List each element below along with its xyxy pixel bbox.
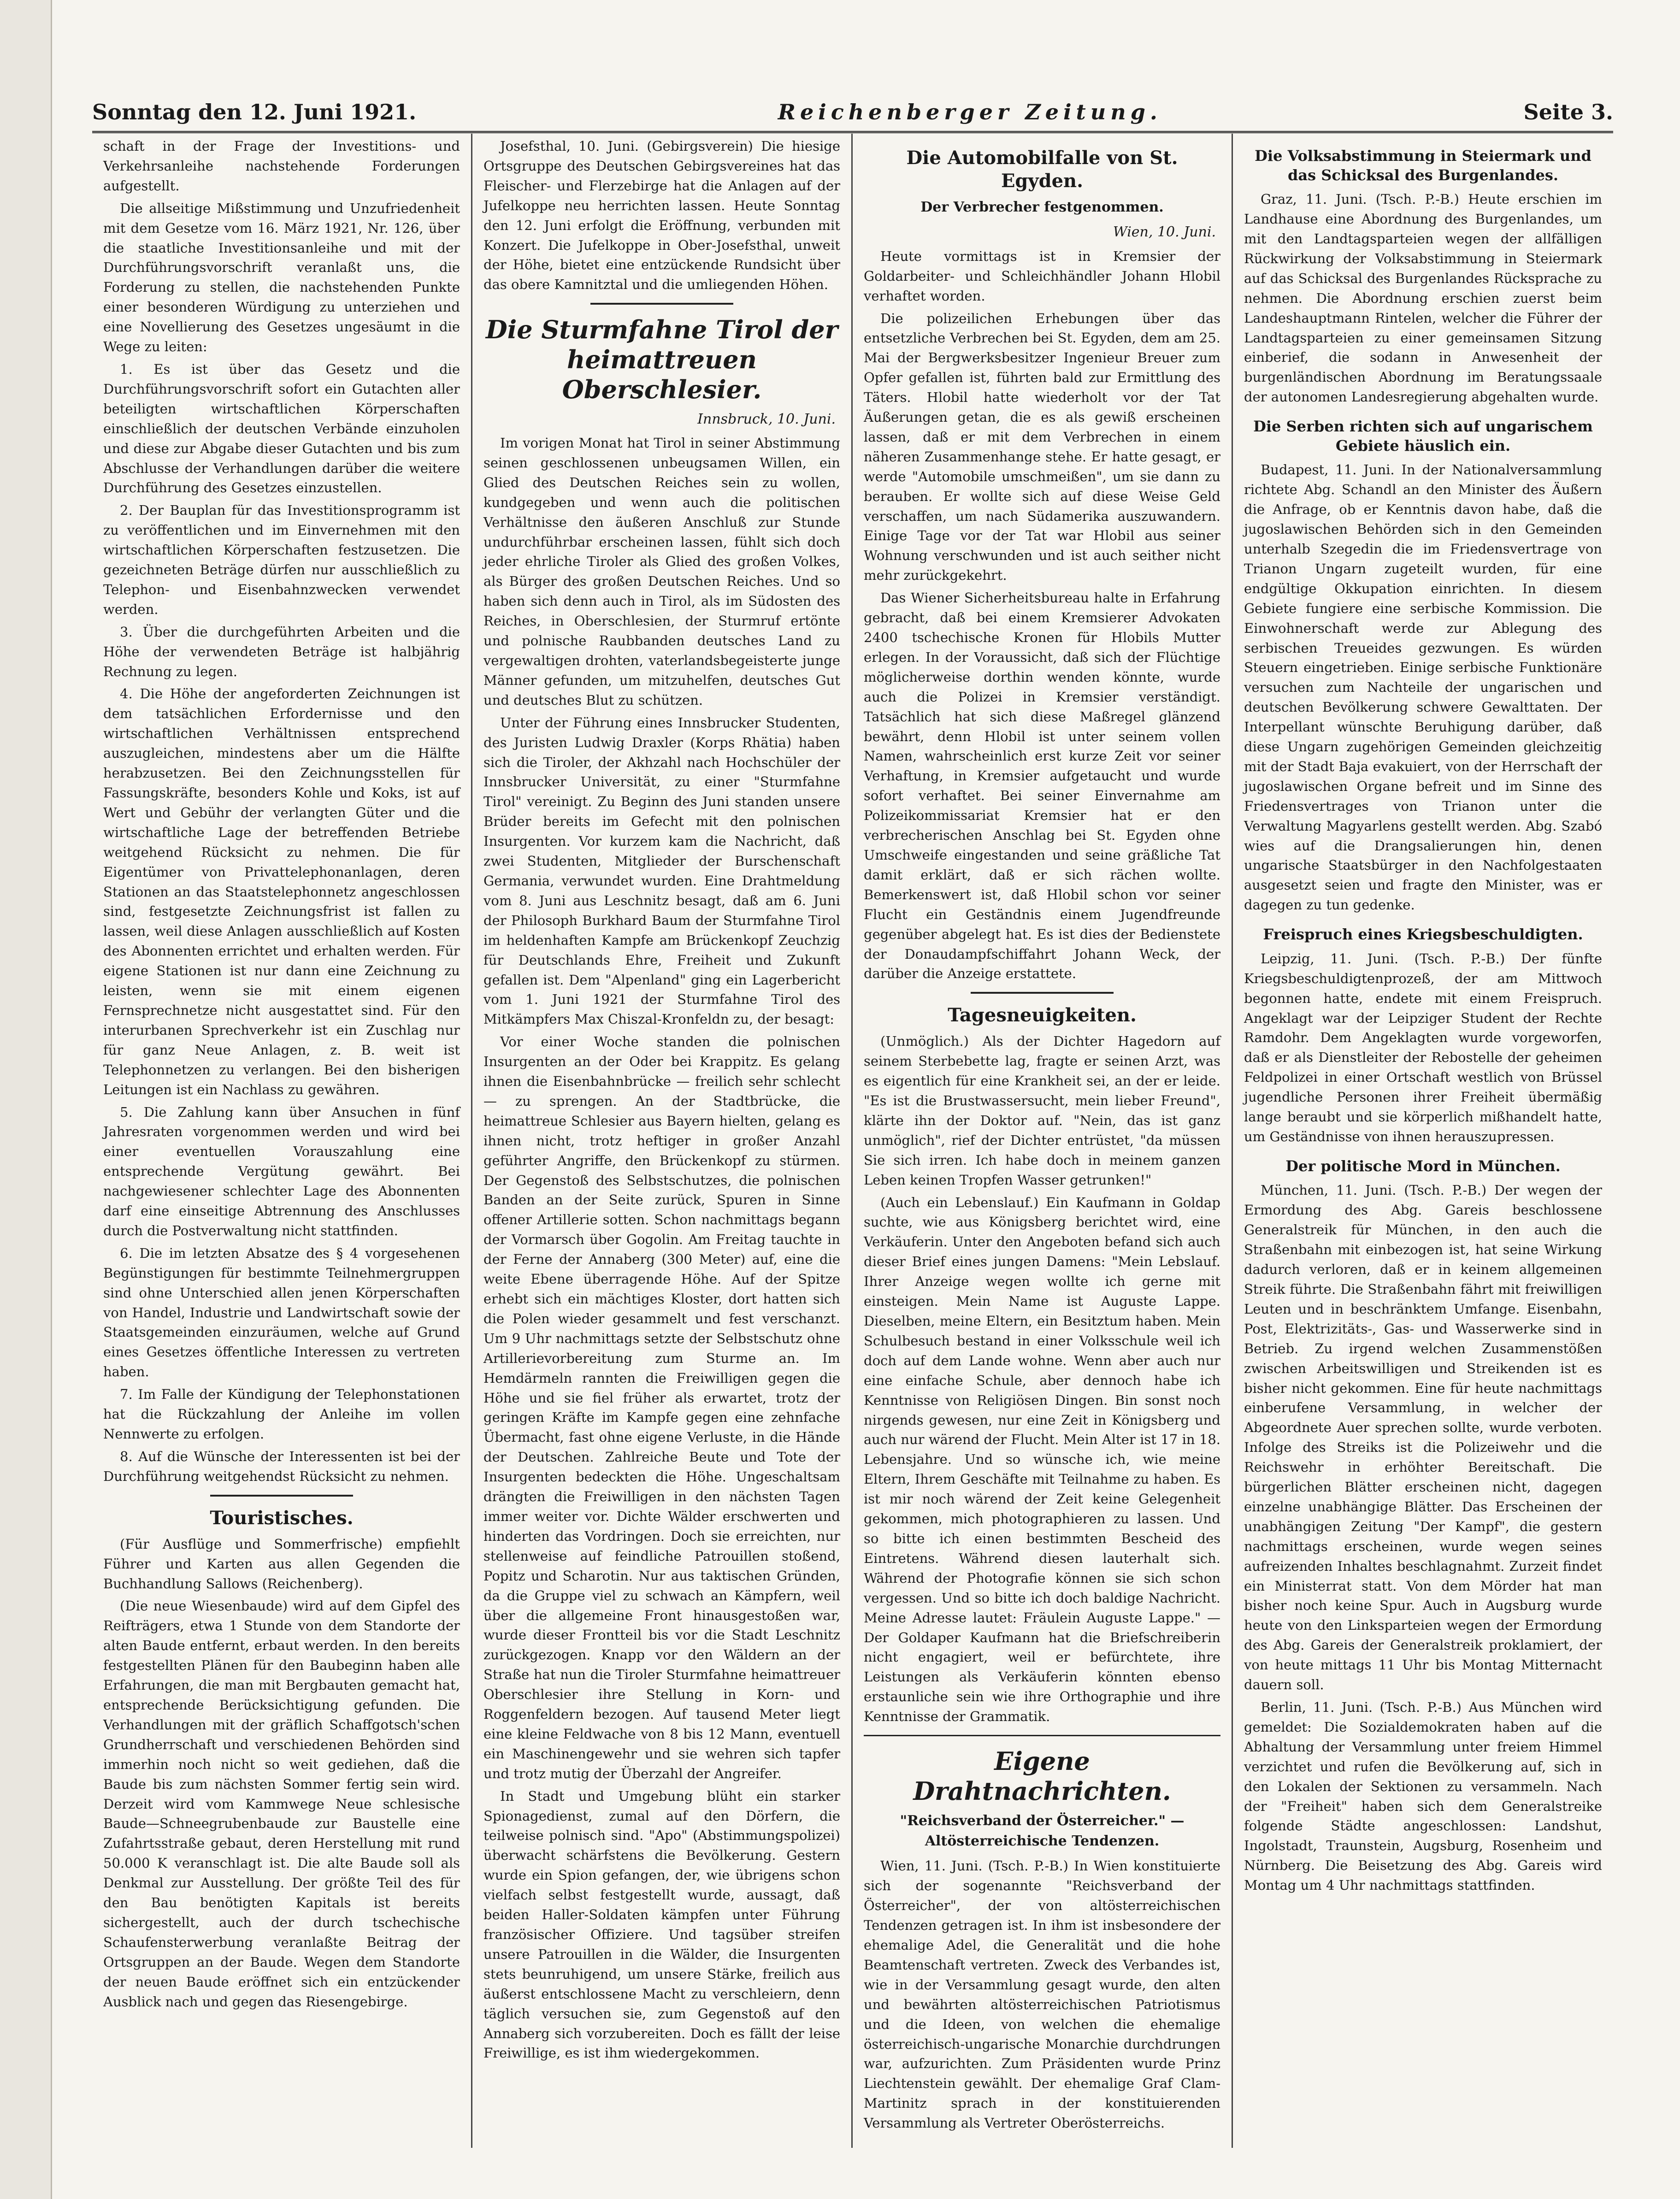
masthead: Reichenberger Zeitung. (778, 100, 1162, 124)
article-text: schaft in der Frage der Investitions- und Verkehrsanleihe nachstehende Forderungen aufgestellt. (103, 138, 460, 194)
article-text: Unter der Führung eines Innsbrucker Studenten, des Juristen Ludwig Draxler (Korps Rhätia) haben sich die Tiroler, der Akhzahl nach Hochschüler der Innsbrucker Universität, zu einer "Sturmfahne Tirol" vereinigt. Zu Beginn des Juni standen unsere Brüder bereits im Gefecht mit den polnischen Insurgenten. Vor kurzem kam die Nachricht, daß zwei Studenten, Mitglieder der Burschenschaft Germania, verwundet wurden. Eine Drahtmeldung vom 8. Juni aus Leschnitz besagt, daß am 6. Juni der Philosoph Burkhard Baum der Sturmfahne Tirol im heldenhaften Kampfe am Brückenkopf Zeuchzig für Deutschlands Ehre, Freiheit und Zukunft gefallen ist. Dem "Alpenland" ging ein Lagerbericht vom 1. Juni 1921 der Sturmfahne Tirol des Mitkämpfers Max Chiszal-Kronfeldn zu, der besagt: (483, 714, 840, 1027)
dateline: Wien, 10. Juni. (1113, 224, 1216, 241)
article-text: Im vorigen Monat hat Tirol in seiner Abstimmung seinen geschlossenen unbeugsamen Willen, ein Glied des Deutschen Reiches sein zu wollen, kundgegeben und wenn auch die politischen Verhältnisse den äußeren Anschluß zur Stunde undurchführbar erscheinen lassen, fühlt sich doch jeder ehrliche Tiroler als Glied des großen Volkes, als Bürger des großen Deutschen Reiches. Und so haben sich denn auch in Tirol, als im Südosten des Reiches, in Oberschlesien, der Sturmruf ertönte und polnische Raubbanden deutsches Land zu vergewaltigen drohten, vaterlandsbegeisterte junge Männer gefunden, um mitzuhelfen, deutsches Gut und deutsches Blut zu schützen. (483, 435, 840, 708)
article-text: Budapest, 11. Juni. In der Nationalversammlung richtete Abg. Schandl an den Minister des Äußern die Anfrage, ob er Kenntnis davon habe, daß die jugoslawischen Behörden sich in den Gemeinden unterhalb Szegedin die im Friedensvertrage von Trianon Ungarn zugeteilt wurden, für eine endgültige Okkupation einrichten. In diesem Gebiete fungiere eine serbische Kommission. Die Einwohnerschaft werde zur Ablegung des serbischen Treueides gezwungen. Es würden Steuern eingetrieben. Einige serbische Funktionäre versuchen zum Nachteile der ungarischen und deutschen Bevölkerung schwere Gewalttaten. Der Interpellant wünschte Beruhigung darüber, daß diese Ungarn zugehörigen Gemeinden gleichzeitig mit der Stadt Baja evakuiert, von der Herrschaft der jugoslawischen Organe befreit und im Sinne des Friedensvertrages von Trianon unter die Verwaltung Magyarlens gestellt werden. Abg. Szabó wies auf die Drangsalierungen hin, denen ungarische Staatsbürger in den Nachfolgestaaten ausgesetzt seien und fragte den Minister, was er dagegen zu tun gedenke. (1244, 462, 1602, 913)
article-headline: Freispruch eines Kriegsbeschuldigten. (1263, 926, 1583, 943)
article-text: Berlin, 11. Juni. (Tsch. P.-B.) Aus München wird gemeldet: Die Sozialdemokraten haben auf die Abhaltung der Versammlung unter freiem Himmel verzichtet und rufen die Bevölkerung auf, sich in den Lokalen der Sektionen zu versammeln. Nach der "Freiheit" haben sich dem Generalstreike folgende Städte angeschlossen: Landshut, Ingolstadt, Traunstein, Augsburg, Rosenheim und Nürnberg. Die Beisetzung des Abg. Gareis wird Montag um 4 Uhr nachmittags stattfinden. (1244, 1699, 1602, 1893)
article-headline: Die Automobilfalle von St. Egyden. (906, 147, 1178, 192)
article-text: Die polizeilichen Erhebungen über das entsetzliche Verbrechen bei St. Egyden, dem am 25. Mai der Bergwerksbesitzer Ingenieur Breuer zum Opfer gefallen ist, führten bald zur Ermittlung des Täters. Hlobil hatte wiederholt vor der Tat Äußerungen getan, die es als gewiß erscheinen lassen, daß er mit dem Verbrechen in einem näheren Zusammenhange stehe. Er hatte gesagt, er werde "Automobile umschmeißen", um sie dann zu berauben. Er wollte sich auf diese Weise Geld verschaffen, um nach Südamerika auszuwandern. Einige Tage vor der Tat war Hlobil aus seiner Wohnung verschwunden und ist auch seither nicht mehr zurückgekehrt. (864, 310, 1220, 584)
section-divider (864, 1735, 1220, 1736)
article-headline: Die Volksabstimmung in Steiermark und das Schicksal des Burgenlandes. (1255, 147, 1592, 184)
previous-page-margin (0, 0, 52, 2199)
issue-date: Sonntag den 12. Juni 1921. (92, 100, 417, 124)
article-text: Die allseitige Mißstimmung und Unzufriedenheit mit dem Gesetze vom 16. März 1921, Nr. 126, über die staatliche Investitionsanleihe und mit der Durchführungsvorschrift veranlaßt uns, die Forderung zu stellen, die nachstehenden Punkte einer besonderen Würdigung zu unterziehen und eine Novellierung des Gesetzes ungesäumt in die Wege zu leiten: (103, 200, 460, 355)
dateline: Innsbruck, 10. Juni. (697, 411, 836, 427)
section-headline: Eigene Drahtnachrichten. (913, 1746, 1171, 1806)
article-headline: Der politische Mord in München. (1285, 1157, 1561, 1175)
section-divider (210, 1495, 353, 1497)
article-text: (Auch ein Lebenslauf.) Ein Kaufmann in Goldap suchte, wie aus Königsberg berichtet wird, eine Verkäuferin. Unter den Angeboten befand sich auch dieser Brief eines jungen Damens: "Mein Lebslauf. Ihrer Anzeige wegen wollte ich gerne mit einsteigen. Mein Name ist Auguste Lappe. Dieselben, meine Eltern, ein Besitztum haben. Mein Schulbesuch bestand in einer Volksschule weil ich doch auf dem Lande wohne. Wenn aber auch nur eine einfache Schule, aber dennoch habe ich Kenntnisse von Religiösen Dingen. Bin sonst noch nirgends gewesen, nur eine Zeit in Königsberg und auch nur wärend der Flucht. Mein Alter ist 17 in 18. Lebensjahre. Und so wünsche ich, wie meine Eltern, Ihrem Geschäfte mit Teilnahme zu haben. Es ist mir noch wärend der Zeit keine Gelegenheit gekommen, mich photographieren zu lassen. Und so bitte ich einen bestimmten Bescheid des Eintretens. Während diesen lauterhalt sich. Während der Photografie können sie sich schon vergessen. Und so bitte ich doch baldige Nachricht. Meine Adresse lautet: Fräulein Auguste Lappe." — Der Goldaper Kaufmann hat die Briefschreiberin nicht engagiert, weil er befürchtete, ihre Leistungen als Verkäuferin könnten ebenso erstaunliche sein wie ihre Orthographie und ihre Kenntnisse der Grammatik. (864, 1194, 1220, 1725)
article-subhead: Der Verbrecher festgenommen. (920, 199, 1164, 215)
article-text: 6. Die im letzten Absatze des § 4 vorgesehenen Begünstigungen für bestimmte Teilnehmergruppen sind ohne Unterschied allen jenen Körperschaften von Handel, Industrie und Landwirtschaft sowie der Staatsgemeinden einzuräumen, welche auf Grund eines Gesetzes öffentliche Interessen zu vertreten haben. (103, 1245, 460, 1380)
article-text: Vor einer Woche standen die polnischen Insurgenten an der Oder bei Krappitz. Es gelang ihnen die Eisenbahnbrücke — freilich sehr schlecht — zu sprengen. An der Stadtbrücke, die heimattreue Schlesier aus Bayern hielten, gelang es ihnen nicht, trotz heftiger in großer Anzahl geführter Angriffe, den Brückenkopf zu stürmen. Der Gegenstoß des Selbstschutzes, die polnischen Banden an der Seite zurück, Spuren in Sinne offener Artillerie sotten. Schon nachmittags begann der Vormarsch über Gogolin. Am Freitag tauchte in der Ferne der Annaberg (300 Meter) auf, eine die weite Ebene überragende Höhe. Auf der Spitze erhebt sich ein mächtiges Kloster, dort hatten sich die Polen wieder gesammelt und fest verschanzt. Um 9 Uhr nachmittags setzte der Selbstschutz ohne Artillerievorbereitung zum Sturme an. Im Hemdärmeln rannten die Freiwilligen gegen die Höhe und sie fiel früher als erwartet, trotz der geringen Kräfte im Kampfe gegen eine zehnfache Übermacht, fast ohne eigene Verluste, in die Hände der Deutschen. Zahlreiche Beute und Tote der Insurgenten bedeckten die Höhe. Ungeschaltsam drängten die Freiwilligen in den nächsten Tagen immer weiter vor. Dichte Wälder erschwerten und hinderten das Vordringen. Doch sie erreichten, nur stellenweise auf feindliche Patrouillen stoßend, Popitz und Scharotin. Nur aus taktischen Gründen, da die Gruppe viel zu schwach an Kämpfern, weil über die allgemeine Front hinausgestoßen war, wurde dieser Frontteil bis vor die Stadt Leschnitz zurückgezogen. Knapp vor den Wäldern an der Straße hat nun die Tiroler Sturmfahne heimattreuer Oberschlesier ihre Stellung in Korn- und Roggenfeldern bezogen. Auf tausend Meter liegt eine kleine Feldwache von 8 bis 12 Mann, eventuell ein Maschinengewehr und sie wehren sich tapfer und trotz mutig der Überzahl der Angreifer. (483, 1034, 840, 1781)
article-text: München, 11. Juni. (Tsch. P.-B.) Der wegen der Ermordung des Abg. Gareis beschlossene Generalstreik für München, in den auch die Straßenbahn mit einbezogen ist, hat seine Wirkung dadurch verloren, daß er in keinem allgemeinen Streik führte. Die Straßenbahn fährt mit freiwilligen Leuten und in beschränktem Umfange. Eisenbahn, Post, Elektrizitäts-, Gas- und Wasserwerke sind in Betrieb. Zu irgend welchen Zusammenstößen zwischen Arbeitswilligen und Streikenden ist es bisher nicht gekommen. Eine für heute nachmittags einberufene Versammlung, in welcher der Abgeordnete Auer sprechen sollte, wurde verboten. Infolge des Streiks ist die Polizeiwehr und die Reichswehr in erhöhter Bereitschaft. Die bürgerlichen Blätter erscheinen nicht, dagegen einzelne unabhängige Blätter. Das Erscheinen der unabhängigen Zeitung "Der Kampf", die gestern nachmittags erscheinen, wurde wegen seines aufreizenden Inhaltes beschlagnahmt. Zurzeit findet ein Ministerrat statt. Von dem Mörder hat man bisher noch keine Spur. Auch in Augsburg wurde heute von den Linksparteien wegen der Ermordung des Abg. Gareis der Generalstreik proklamiert, der von heute mittags 11 Uhr bis Montag Mitternacht dauern soll. (1244, 1182, 1602, 1693)
page-header (92, 83, 1613, 133)
article-text: Leipzig, 11. Juni. (Tsch. P.-B.) Der fünfte Kriegsbeschuldigtenprozeß, der am Mittwoch begonnen hatte, endete mit einem Freispruch. Angeklagt war der Leipziger Student der Rechte Ramdohr. Dem Angeklagten wurde vorgeworfen, daß er als Dienstleiter der Rebostelle der geheimen Feldpolizei in einer Ortschaft westlich von Brüssel jugendliche Personen ihrer Freiheit übermäßig lange beraubt und sie körperlich mißhandelt hatte, um Geständnisse von ihnen herauszupressen. (1244, 950, 1602, 1144)
article-text: 3. Über die durchgeführten Arbeiten und die Höhe der verwendeten Beträge ist halbjährig Rechnung zu legen. (103, 624, 460, 679)
article-text: 4. Die Höhe der angeforderten Zeichnungen ist dem tatsächlichen Erfordernisse und den wirtschaftlichen Verhältnissen entsprechend auszugleichen, mindestens aber um die Hälfte herabzusetzen. Bei den Zeichnungsstellen für Fassungskräfte, besonders Kohle und Koks, ist auf Wert und Gebühr der verlangten Güter und die wirtschaftliche Lage der betreffenden Betriebe weitgehend Rücksicht zu nehmen. Die für Eigentümer von Privattelephonanlagen, deren Stationen an das Staatstelephonnetz angeschlossen sind, festgesetzte Zeichnungsfrist ist fallen zu lassen, weil diese Anlagen ausschließlich auf Kosten des Abonnenten errichtet und erhalten werden. Für eigene Stationen ist nur dann eine Zeichnung zu leisten, wenn sie mit einem eigenen Fernsprechnetze nicht ausgestattet sind. Für den interurbanen Sprechverkehr ist ein Zuschlag nur für ganz Neue Anlagen, z. B. weit ist Telephonnetzen zu verlangen. Bei den bisherigen Leitungen ist ein Nachlass zu gewähren. (103, 686, 460, 1097)
page-number: Seite 3. (1523, 100, 1613, 124)
section-headline: Tagesneuigkeiten. (948, 1004, 1137, 1026)
section-headline: Touristisches. (210, 1507, 354, 1529)
column-2 (472, 134, 853, 2148)
column-4 (1233, 134, 1613, 2148)
article-text: Das Wiener Sicherheitsbureau halte in Erfahrung gebracht, daß bei einem Kremsierer Advokaten 2400 tschechische Kronen für Hlobils Mutter erlegen. In der Voraussicht, daß sich der Flüchtige möglicherweise dorthin wenden könnte, wurde auch die Polizei in Kremsier verständigt. Tatsächlich hat sich diese Maßregel glänzend bewährt, denn Hlobil ist unter seinem vollen Namen, wahrscheinlich erst kurze Zeit vor seiner Verhaftung, in Kremsier aufgetaucht und wurde sofort verhaftet. Bei seiner Einvernahme am Polizeikommissariat Kremsier hat er den verbrecherischen Anschlag bei St. Egyden ohne Umschweife eingestanden und seine gräßliche Tat damit erklärt, daß er sich rächen wollte. Bemerkenswert ist, daß Hlobil schon vor seiner Flucht ein Geständnis einem Jugendfreunde gegenüber abgelegt hat. Es ist dies der Bedienstete der Donaudampfschiffahrt Johann Weck, der darüber die Anzeige erstattete. (864, 590, 1220, 982)
section-divider (590, 303, 733, 305)
section-divider (971, 992, 1114, 994)
article-text: (Für Ausflüge und Sommerfrische) empfiehlt Führer und Karten aus allen Gegenden die Buchhandlung Sallows (Reichenberg). (103, 1536, 460, 1592)
article-text: 1. Es ist über das Gesetz und die Durchführungsvorschrift sofort ein Gutachten aller beteiligten wirtschaftlichen Körperschaften einschließlich der deutschen Verbände einzuholen und diese zur Abgabe dieser Gutachten und bis zum Abschlusse der Verhandlungen darüber die weitere Durchführung des Gesetzes einzustellen. (103, 361, 460, 496)
article-text: (Unmöglich.) Als der Dichter Hagedorn auf seinem Sterbebette lag, fragte er seinen Arzt, was es eigentlich für eine Krankheit sei, an der er leide. "Es ist die Brustwassersucht, mein lieber Freund", klärte ihn der Doktor auf. "Nein, das ist ganz unmöglich", rief der Dichter entrüstet, "da müssen Sie sich irren. Ich habe doch in meinem ganzen Leben keinen Tropfen Wasser getrunken!" (864, 1033, 1220, 1188)
article-text: Graz, 11. Juni. (Tsch. P.-B.) Heute erschien im Landhause eine Abordnung des Burgenlandes, um mit den Landtagsparteien wegen der allfälligen Rückwirkung der Volksabstimmung in Steiermark auf das Schicksal des Burgenlandes Rücksprache zu nehmen. Die Abordnung erschien zuerst beim Landeshauptmann Rintelen, welcher die Führer der Landtagsparteien zu einer gemeinsamen Sitzung einberief, die sodann in Anwesenheit der burgenländischen Abordnung im Beratungssaale der autonomen Landesregierung abgehalten wurde. (1244, 191, 1602, 405)
article-text: 5. Die Zahlung kann über Ansuchen in fünf Jahresraten vorgenommen werden und wird bei einer eventuellen Vorauszahlung eine entsprechende Vergütung gewährt. Bei nachgewiesener schlechter Lage des Abonnenten darf eine einseitige Abtrennung des Anschlusses durch die Postverwaltung nicht stattfinden. (103, 1104, 460, 1238)
article-headline: Die Serben richten sich auf ungarischem Gebiete häuslich ein. (1253, 418, 1593, 454)
article-text: 2. Der Bauplan für das Investitionsprogramm ist zu veröffentlichen und im Einvernehmen mit den wirtschaftlichen Körperschaften festzusetzen. Die gezeichneten Beträge dürfen nur ausschließlich zu Telephon- und Eisenbahnzwecken verwendet werden. (103, 502, 460, 617)
article-text: (Die neue Wiesenbaude) wird auf dem Gipfel des Reifträgers, etwa 1 Stunde von dem Standorte der alten Baude entfernt, erbaut werden. In den bereits festgestellten Plänen für den Baubeginn haben alle Erfahrungen, die man mit Bergbauten gemacht hat, entsprechende Berücksichtigung gefunden. Die Verhandlungen mit der gräflich Schaffgotsch'schen Grundherrschaft und verschiedenen Behörden sind immerhin noch nicht so weit gediehen, daß die Baude bis zum nächsten Sommer fertig sein wird. Derzeit wird vom Kammwege Neue schlesische Baude—Schneegrubenbaude zur Baustelle eine Zufahrtsstraße gebaut, deren Herstellung mit rund 50.000 K veranschlagt ist. Die alte Baude soll als Denkmal zur Ausstellung. Der größte Teil des für den Bau benötigten Kapitals ist bereits sichergestellt, auch der durch tschechische Schaufensterwerbung veranlaßte Beitrag der Ortsgruppen an der Baude. Wegen dem Standorte der neuen Baude eröffnet sich ein entzückender Ausblick nach und gegen das Riesengebirge. (103, 1598, 460, 2010)
article-subhead: "Reichsverband der Österreicher." — Altösterreichische Tendenzen. (900, 1812, 1185, 1850)
article-text: 8. Auf die Wünsche der Interessenten ist bei der Durchführung weitgehendst Rücksicht zu nehmen. (103, 1448, 460, 1484)
article-text: Heute vormittags ist in Kremsier der Goldarbeiter- und Schleichhändler Johann Hlobil verhaftet worden. (864, 248, 1220, 304)
article-text: 7. Im Falle der Kündigung der Telephonstationen hat die Rückzahlung der Anleihe im vollen Nennwerte zu erfolgen. (103, 1386, 460, 1442)
column-1 (92, 134, 472, 2148)
article-text: Josefsthal, 10. Juni. (Gebirgsverein) Die hiesige Ortsgruppe des Deutschen Gebirgsvereines hat das Fleischer- und Flerzebirge hat die Anlagen auf der Jufelkoppe neu herrichten lassen. Heute Sonntag den 12. Juni erfolgt die Eröffnung, verbunden mit Konzert. Die Jufelkoppe in Ober-Josefsthal, unweit der Höhe, bietet eine entzückende Rundsicht über das obere Kamnitztal und die umliegenden Höhen. (483, 138, 840, 293)
article-headline: Die Sturmfahne Tirol der heimattreuen Oberschlesier. (485, 315, 838, 404)
article-text: In Stadt und Umgebung blüht ein starker Spionagedienst, zumal auf den Dörfern, die teilweise polnisch sind. "Apo" (Abstimmungspolizei) überwacht schärfstens die Bevölkerung. Gestern wurde ein Spion gefangen, der, wie übrigens schon vielfach selbst festgestellt wurde, aussagt, daß beiden Haller-Soldaten kämpfen unter Führung französischer Offiziere. Und tagsüber streifen unsere Patrouillen in die Wälder, die Insurgenten stets beunruhigend, um unsere Stärke, freilich aus äußerst entschlossene Macht zu verschleiern, denn täglich versuchen sie, zum Gegenstoß auf den Annaberg sich vorzubereiten. Doch es fällt der leise Freiwillige, es ist ihm wiedergekommen. (483, 1788, 840, 2061)
column-3 (853, 134, 1233, 2148)
article-columns (92, 134, 1613, 2148)
article-text: Wien, 11. Juni. (Tsch. P.-B.) In Wien konstituierte sich der sogenannte "Reichsverband der Österreicher", der von altösterreichischen Tendenzen getragen ist. In ihm ist insbesondere der ehemalige Adel, die Generalität und die hohe Beamtenschaft vertreten. Zweck des Verbandes ist, wie in der Versammlung gesagt wurde, den alten und bewährten altösterreichischen Patriotismus und die Ideen, von welchen die ehemalige österreichisch-ungarische Monarchie durchdrungen war, aufzurichten. Zum Präsidenten wurde Prinz Liechtenstein gewählt. Der ehemalige Graf Clam-Martinitz sprach in der konstituierenden Versammlung als Vertreter Oberösterreichs. (864, 1858, 1220, 2131)
